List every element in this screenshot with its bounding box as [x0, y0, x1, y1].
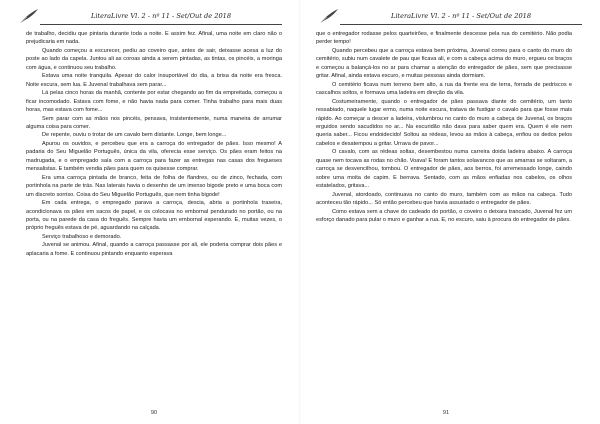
body-paragraph: Serviço trabalhoso e demorado. [42, 233, 122, 240]
body-paragraph: De repente, ouviu o trotar de um cavalo bem distante. Longe, bem longe... [42, 132, 227, 139]
body-paragraph: que o entregador rodasse pelos quarteirões, e finalmente descesse pela rua do cemitério. Não podia perder tempo! [316, 31, 572, 46]
quill-pen-icon [318, 8, 340, 24]
body-paragraph: Quando percebeu que a carroça estava bem próxima, Juvenal correu para o canto do muro do cemitério, subiu num cavalete de pau que ficava ali, e com a cabeça acima do muro, ergueu os braços e começou a balançá-los no ar para chamar a atenção do entregador de pães, sem que precisasse gritar. Afinal, ainda estava escuro, e muitas pessoas ainda dormiam. [316, 47, 572, 80]
header-rule [340, 24, 582, 25]
quill-pen-icon [18, 8, 40, 24]
running-header [318, 8, 582, 24]
body-paragraph: Juvenal, atordoado, continuava no canto do muro, também com as mãos na cabeça. Tudo aconteceu tão rápido... Só então percebeu que havia assustado o entregador de pães. [316, 191, 572, 207]
body-paragraph: Em cada entrega, o empregado parava a carroça, descia, abria a portinhola traseira, acondicionava os pães em sacos de papel, e os colocava no embornal pendurado no portão, ou na porta, ou na parede da casa do freguês. Sempre havia um embornal esperando. E, muitas vezes, o próprio freguês estava de pé, aguardando na calçada. [26, 200, 282, 232]
page-number: 91 [442, 410, 450, 416]
body-paragraph: Era uma carroça pintada de branco, feita de folha de flandres, ou de zinco, fechada, com portinhola na parte de trás. Nas laterais havia o desenho de um imenso bigode preto e uma boca com um discreto sorriso. Coisa do Seu Miguelão Português, que nem tinha bigode! [26, 174, 282, 198]
page-number: 90 [150, 410, 158, 416]
right-page [300, 0, 600, 424]
body-paragraph: Como estava sem a chave do cadeado do portão, o coveiro o deixara trancado, Juvenal fez um esforço danado para pular o muro e ganhar a rua. E, no escuro, saiu à procura do entregador de pães. [316, 208, 572, 223]
body-paragraph: Juvenal se animou. Afinal, quando a carroça passasse por ali, ele poderia comprar dois pães e aplacaria a fome. E continuou pintando enquanto esperava [26, 242, 282, 257]
body-paragraph: Quando começou a escurecer, pediu ao coveiro que, antes de sair, deixasse acesa a luz do poste ao lado da capela. Juntou ali as coroas ainda a serem pintadas, as tintas, os pincéis, a moringa com água, e continuou seu trabalho. [26, 47, 282, 71]
running-header [18, 8, 282, 24]
body-paragraph: Apurou os ouvidos, e percebeu que era a carroça do entregador de pães. Isso mesmo! A padaria do Seu Miguelão Português, única da vila, oferecia esse serviço. Os pães eram feitos na madrugada, e o empregado saía com a carroça para fazer as entregas nas casas dos fregueses mensalistas. E também vendia pães para quem os quisesse comprar. [26, 140, 282, 173]
body-paragraph: O cavalo, com as rédeas soltas, desembestou numa carreira doida ladeira abaixo. A carroça quase nem tocava as rodas no chão. Voava! E foram tantos solavancos que as amarras se soltaram, a carroça se desvencilhou, tombou. O entregador de pães, aos berros, foi arremessado longe, caindo sobre uma moita de capim. E berrava. Sentado, com as mãos enfiadas nos cabelos, os olhos estatelados, gritava... [316, 149, 572, 190]
header-title: LiteraLivre Vl. 2 - nº 11 - Set/Out de 2018 [90, 12, 232, 20]
body-paragraph: Estava uma noite tranquila. Apesar do calor insuportável do dia, a brisa da noite era fresca. Noite escura, sem lua. E Juvenal trabalhava sem parar... [26, 73, 282, 88]
header-rule [40, 24, 282, 25]
page-body [26, 30, 282, 400]
body-paragraph: Sem parar com as mãos nos pincéis, pensava, insistentemente, numa maneira de arrumar alguma coisa para comer. [26, 115, 282, 130]
header-title: LiteraLivre Vl. 2 - nº 11 - Set/Out de 2018 [390, 12, 532, 20]
body-paragraph: de trabalho, decidiu que pintaria durante toda a noite. E assim fez. Afinal, uma noite em claro não o prejudicaria em nada. [26, 31, 282, 46]
body-paragraph: Costumeiramente, quando o entregador de pães passava diante do cemitério, um tanto ressabiado, naquele lugar ermo, numa noite escura, tratava de fustigar o cavalo para que fosse mais rápido. Ao começar a descer a ladeira, vislumbrou no canto do muro a cabeça de Juvenal, os braços erguidos sendo sacudidos no ar... Na escuridão não dava para saber quem era. Quem é ele nem queria saber... Ficou endoidecido! Soltou as rédeas, levou as mãos à cabeça, enfiou os dedos pelos cabelos e desatempou a gritar. Urrava de pavor... [316, 98, 572, 147]
page-body [316, 30, 572, 400]
body-paragraph: O cemitério ficava num terreno bem alto, a rua da frente era de terra, forrada de pedriscos e cascalhos soltos, e formava uma ladeira em direção da vila. [316, 81, 572, 97]
body-paragraph: Lá pelas cinco horas da manhã, contente por estar chegando ao fim da empreitada, começou a ficar incomodado. Estava com fome, e não havia nada para comer. Tinha trabalho para mais duas horas, mas estava com fome... [26, 90, 282, 114]
